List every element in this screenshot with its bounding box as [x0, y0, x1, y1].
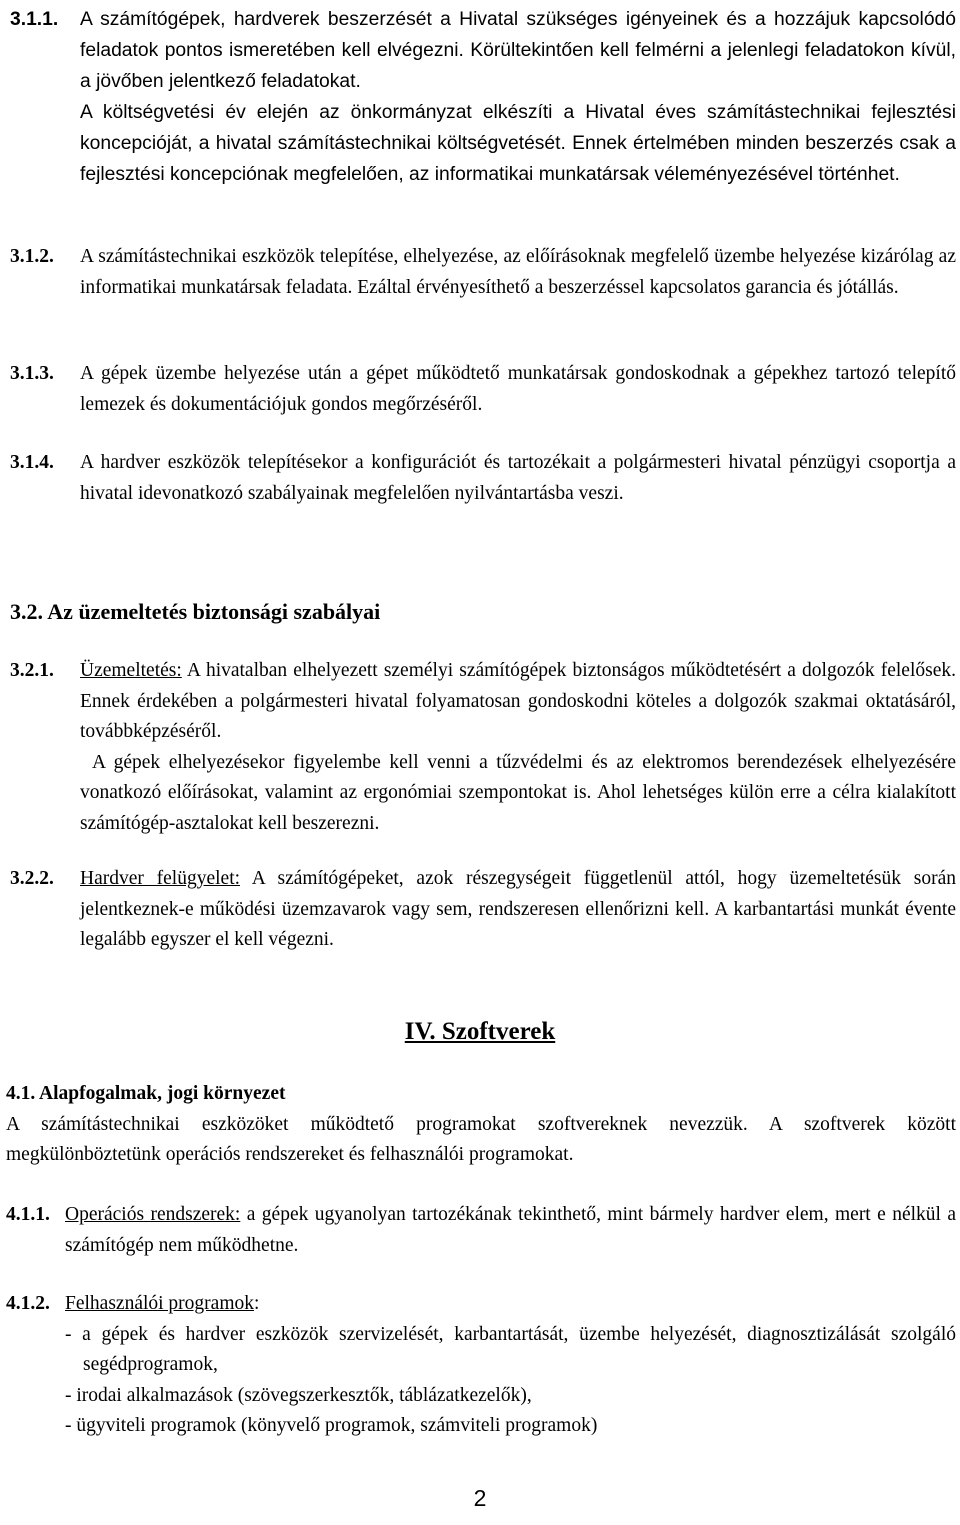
section-number: 4.1.2. [6, 1293, 50, 1314]
term-label: Operációs rendszerek: [65, 1204, 241, 1225]
list-item: - irodai alkalmazások (szövegszerkesztők, táblázatkezelők), [65, 1384, 532, 1406]
term-label: Üzemeltetés: [80, 660, 182, 681]
section-4-1 [6, 1079, 956, 1171]
page-number: 2 [473, 1485, 487, 1511]
chapter-title: IV. Szoftverek [404, 1018, 556, 1045]
paragraph: A számítástechnikai eszközök telepítése, elhelyezése, az előírásoknak megfelelő üzembe helyezése kizárólag az informatikai munkatársak feladata. Ezáltal érvényesíthető a beszerzéssel kapcsolatos garancia és jótállás. [80, 246, 956, 298]
paragraph: A gépek üzembe helyezése után a gépet működtető munkatársak gondoskodnak a gépekhez tartozó telepítő lemezek és dokumentációjuk gondos megőrzéséről. [80, 363, 956, 415]
paragraph: A gépek elhelyezésekor figyelembe kell venni a tűzvédelmi és az elektromos berendezések elhelyezésére vonatkozó előírásokat, valamint az ergonómiai szempontokat is. Ahol lehetséges külön erre a célra kialakított számítógép-asztalokat kell beszerezni. [80, 751, 956, 834]
term-label: Felhasználói programok [65, 1293, 254, 1314]
section-4-1-1 [6, 1200, 956, 1261]
program-list [65, 1320, 956, 1442]
section-number: 3.2.1. [10, 660, 54, 681]
paragraph: A költségvetési év elején az önkormányzat elkészíti a Hivatal éves számítástechnikai fejlesztési koncepcióját, a hivatal számítástechnikai költségvetését. Ennek értelmében minden beszerzés csak a fejlesztési koncepciónak megfelelően, az informatikai munkatársak véleményezésével történhet. [80, 102, 956, 185]
section-3-2-2 [10, 864, 956, 956]
section-number: 3.2.2. [10, 868, 54, 889]
list-item: - ügyviteli programok (könyvelő programok, számviteli programok) [65, 1415, 598, 1436]
section-number: 3.1.2. [10, 246, 54, 267]
section-3-1-3 [10, 359, 956, 420]
section-3-1-1 [10, 4, 956, 190]
section-number: 3.1.4. [10, 452, 54, 473]
section-heading-4-1: 4.1. Alapfogalmak, jogi környezet [6, 1083, 286, 1104]
paragraph: A számítógépek, hardverek beszerzését a Hivatal szükséges igényeinek és a hozzájuk kapcsolódó feladatok pontos ismeretében kell elvégezni. Körültekintően kell felmérni a jelenlegi feladatokon kívül, a jövőben jelentkező feladatokat. [80, 9, 956, 92]
section-3-1-4 [10, 448, 956, 509]
section-3-2-1 [10, 656, 956, 839]
paragraph: Operációs rendszerek: a gépek ugyanolyan tartozékának tekinthető, mint bármely hardver elem, mert e nélkül a számítógép nem működhetne. [65, 1204, 956, 1256]
paragraph: Felhasználói programok: [65, 1293, 260, 1314]
paragraph: A számítástechnikai eszközöket működtető programokat szoftvereknek nevezzük. A szoftverek között megkülönböztetünk operációs rendszereket és felhasználói programokat. [6, 1113, 956, 1165]
paragraph: Hardver felügyelet: A számítógépeket, azok részegységeit függetlenül attól, hogy üzemeltetésük során jelentkeznek-e működési üzemzavarok vagy sem, rendszeresen ellenőrizni kell. A karbantartási munkát évente legalább egyszer el kell végezni. [80, 868, 956, 950]
section-3-1-2 [10, 242, 956, 303]
section-number: 4.1.1. [6, 1204, 50, 1225]
section-number: 3.1.3. [10, 363, 54, 384]
term-label: Hardver felügyelet: [80, 868, 241, 889]
paragraph: Üzemeltetés: A hivatalban elhelyezett személyi számítógépek biztonságos működtetésért a dolgozók felelősek. Ennek érdekében a polgármesteri hivatal folyamatosan gondoskodni köteles a dolgozók szakmai oktatásáról, továbbképzéséről. [80, 660, 956, 742]
section-heading-3-2: 3.2. Az üzemeltetés biztonsági szabályai [10, 599, 381, 624]
list-item: - a gépek és hardver eszközök szervizelését, karbantartását, üzembe helyezését, diagnosztizálását szolgáló segédprogramok, [65, 1323, 956, 1375]
paragraph: A hardver eszközök telepítésekor a konfigurációt és tartozékait a polgármesteri hivatal pénzügyi csoportja a hivatal idevonatkozó szabályainak megfelelően nyilvántartásba veszi. [80, 452, 956, 504]
section-4-1-2 [6, 1289, 956, 1442]
section-number: 3.1.1. [10, 9, 59, 30]
